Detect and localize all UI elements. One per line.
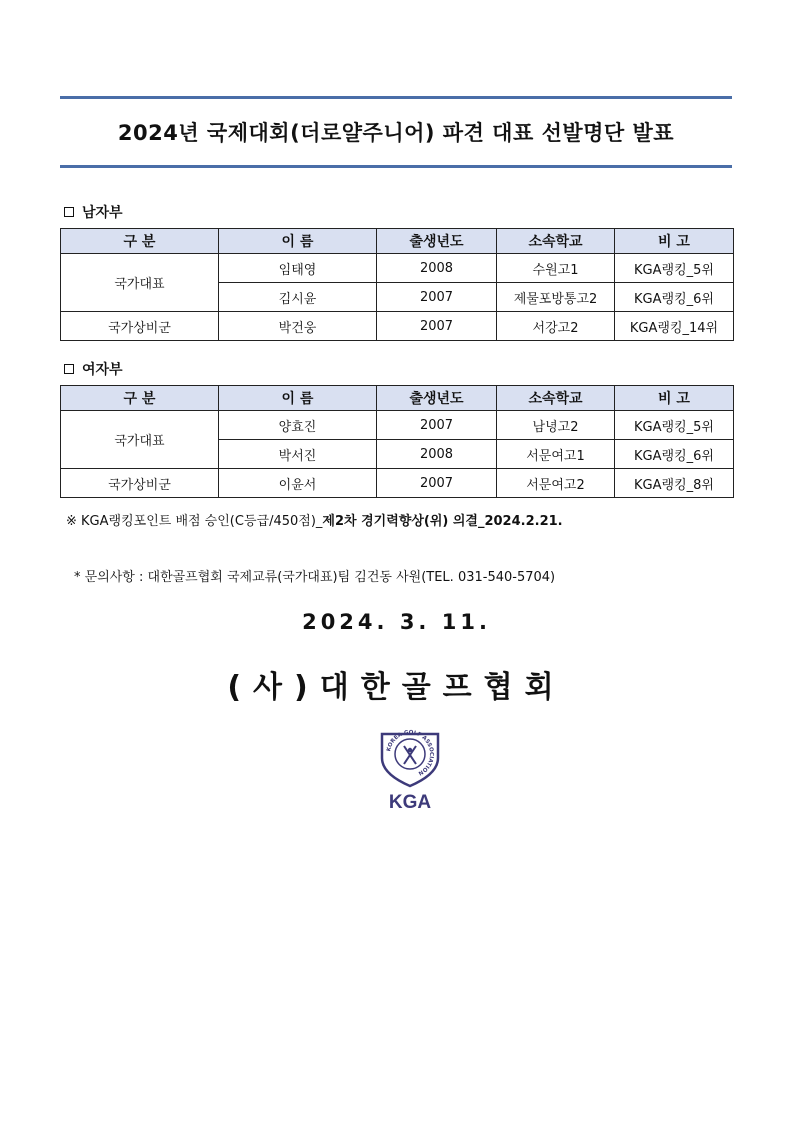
name-cell: 이윤서 bbox=[219, 469, 377, 498]
contact-info: * 문의사항 : 대한골프협회 국제교류(국가대표)팀 김건동 사원(TEL. 031-540-5704) bbox=[74, 570, 556, 585]
name-cell: 양효진 bbox=[219, 411, 377, 440]
header-category: 구 분 bbox=[61, 229, 219, 254]
name-cell: 임태영 bbox=[219, 254, 377, 283]
category-cell: 국가상비군 bbox=[61, 469, 219, 498]
year-cell: 2007 bbox=[377, 312, 497, 341]
announcement-date: 2024. 3. 11. bbox=[302, 610, 491, 634]
women-table bbox=[60, 385, 734, 498]
header-name: 이 름 bbox=[219, 229, 377, 254]
ring-text: KOREA GOLF ASSOCIATION bbox=[386, 729, 435, 776]
header-birth-year: 출생년도 bbox=[377, 229, 497, 254]
women-label-text: 여자부 bbox=[82, 362, 123, 378]
school-cell: 서문여고1 bbox=[497, 440, 615, 469]
organization-name: (사)대한골프협회 bbox=[227, 670, 566, 705]
men-label-text: 남자부 bbox=[82, 205, 123, 221]
header-remarks: 비 고 bbox=[615, 386, 734, 411]
header-remarks: 비 고 bbox=[615, 229, 734, 254]
header-birth-year: 출생년도 bbox=[377, 386, 497, 411]
remarks-cell: KGA랭킹_6위 bbox=[615, 283, 734, 312]
category-cell: 국가대표 bbox=[61, 254, 219, 312]
table-row bbox=[61, 469, 734, 498]
remarks-cell: KGA랭킹_5위 bbox=[615, 411, 734, 440]
title-box bbox=[60, 96, 732, 168]
checkbox-square-icon bbox=[64, 364, 74, 374]
table-row bbox=[61, 254, 734, 283]
school-cell: 서강고2 bbox=[497, 312, 615, 341]
school-cell: 제물포방통고2 bbox=[497, 283, 615, 312]
year-cell: 2008 bbox=[377, 254, 497, 283]
year-cell: 2008 bbox=[377, 440, 497, 469]
header-school: 소속학교 bbox=[497, 386, 615, 411]
category-cell: 국가상비군 bbox=[61, 312, 219, 341]
remarks-cell: KGA랭킹_6위 bbox=[615, 440, 734, 469]
kga-logo bbox=[376, 728, 444, 810]
women-section-label bbox=[64, 359, 123, 379]
year-cell: 2007 bbox=[377, 411, 497, 440]
header-school: 소속학교 bbox=[497, 229, 615, 254]
category-cell: 국가대표 bbox=[61, 411, 219, 469]
school-cell: 남녕고2 bbox=[497, 411, 615, 440]
page-title: 2024년 국제대회(더로얄주니어) 파견 대표 선발명단 발표 bbox=[117, 121, 675, 145]
ball-icon bbox=[408, 748, 412, 752]
table-header-row bbox=[61, 386, 734, 411]
remarks-cell: KGA랭킹_14위 bbox=[615, 312, 734, 341]
ranking-note bbox=[66, 510, 563, 529]
note-bold: 제2차 경기력향상(위) 의결_2024.2.21. bbox=[322, 514, 563, 529]
logo-wordmark: KGA bbox=[388, 792, 432, 810]
checkbox-square-icon bbox=[64, 207, 74, 217]
remarks-cell: KGA랭킹_8위 bbox=[615, 469, 734, 498]
table-row bbox=[61, 411, 734, 440]
header-name: 이 름 bbox=[219, 386, 377, 411]
header-category: 구 분 bbox=[61, 386, 219, 411]
note-prefix: ※ KGA랭킹포인트 배점 승인(C등급/450점)_ bbox=[66, 514, 323, 529]
remarks-cell: KGA랭킹_5위 bbox=[615, 254, 734, 283]
name-cell: 박서진 bbox=[219, 440, 377, 469]
table-row bbox=[61, 312, 734, 341]
name-cell: 박건웅 bbox=[219, 312, 377, 341]
school-cell: 수원고1 bbox=[497, 254, 615, 283]
men-section-label bbox=[64, 202, 123, 222]
name-cell: 김시윤 bbox=[219, 283, 377, 312]
school-cell: 서문여고2 bbox=[497, 469, 615, 498]
men-table bbox=[60, 228, 734, 341]
table-header-row bbox=[61, 229, 734, 254]
year-cell: 2007 bbox=[377, 469, 497, 498]
year-cell: 2007 bbox=[377, 283, 497, 312]
